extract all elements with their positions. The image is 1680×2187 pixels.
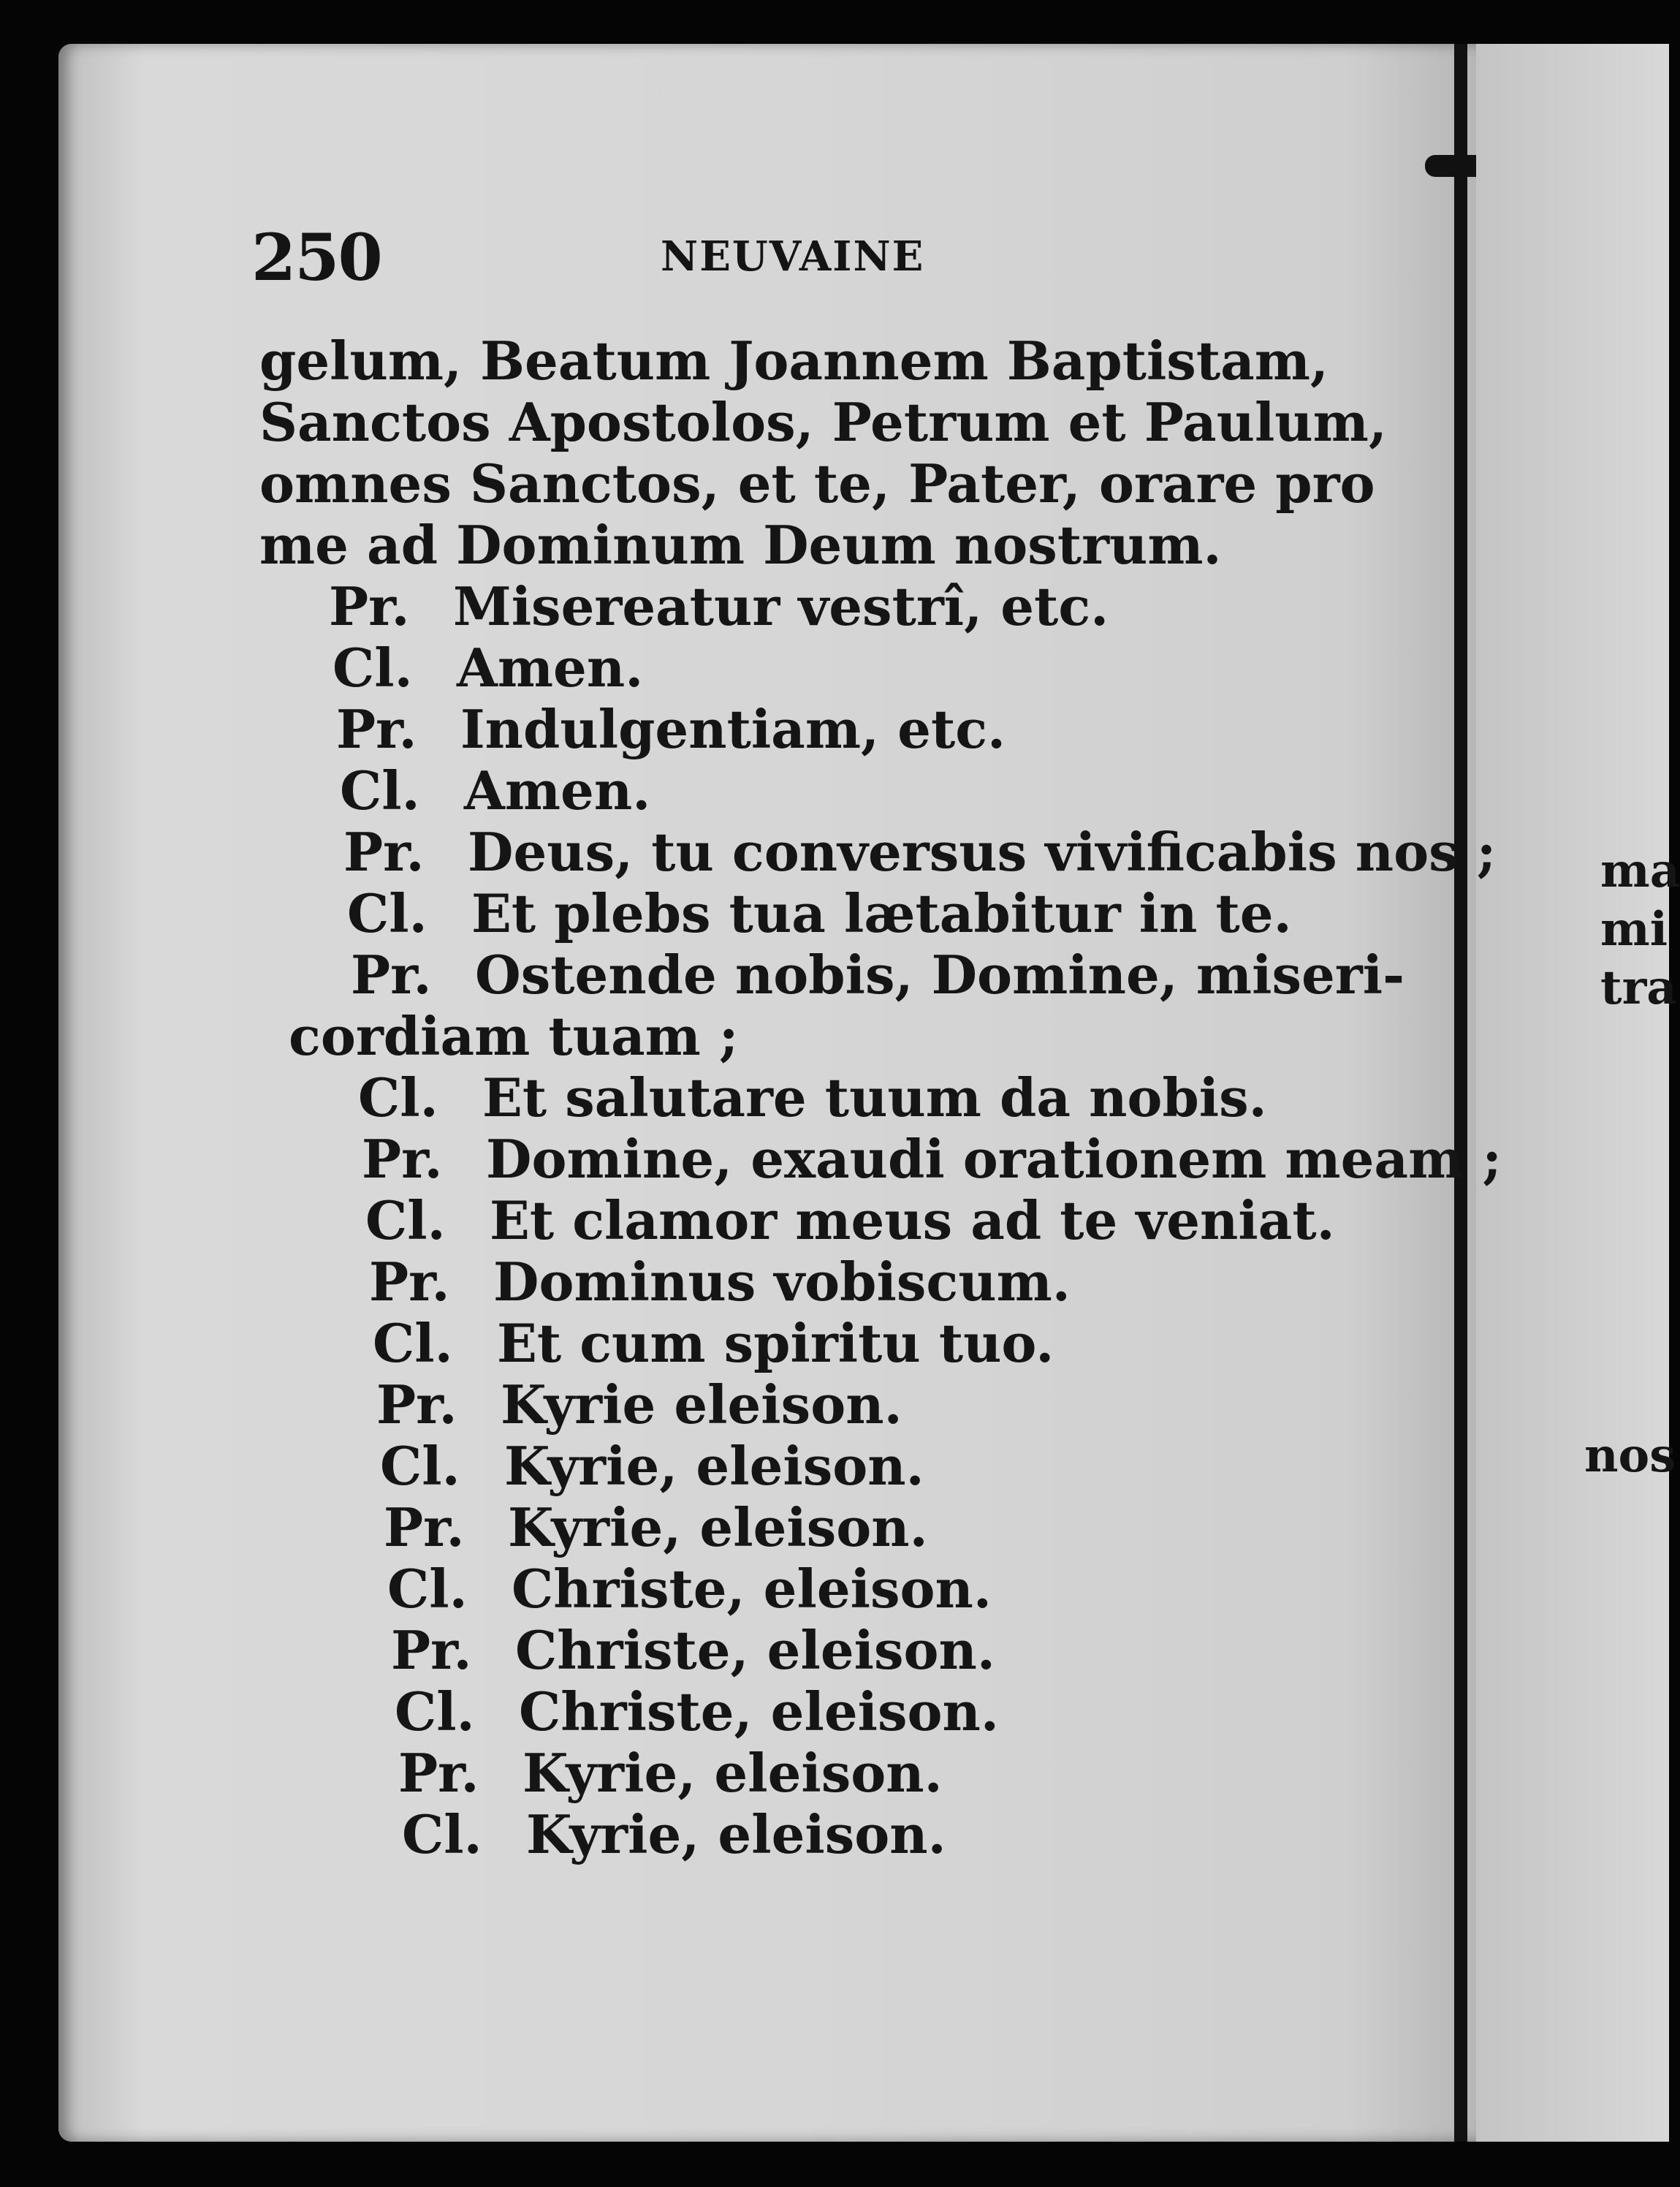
dialog-line xyxy=(259,637,1399,699)
facing-page-fragment: nos xyxy=(1584,1428,1676,1483)
speaker-label: Pr. xyxy=(336,698,417,760)
dialog-line xyxy=(259,1620,1399,1681)
dialog-text: Et salutare tuum da nobis. xyxy=(482,1066,1267,1129)
dialog-text: Amen. xyxy=(457,637,644,699)
dialog-line xyxy=(259,944,1405,1006)
facing-page xyxy=(1476,44,1680,2142)
dialog-text: Domine, exaudi orationem meam ; xyxy=(486,1128,1502,1190)
dialog-text: Christe, eleison. xyxy=(515,1619,995,1681)
speaker-label: Cl. xyxy=(380,1435,460,1497)
speaker-label: Cl. xyxy=(395,1680,475,1743)
speaker-label: Cl. xyxy=(332,637,413,699)
dialog-line xyxy=(259,1128,1502,1190)
speaker-label: Pr. xyxy=(376,1373,457,1436)
dialog-text: Kyrie eleison. xyxy=(501,1373,902,1436)
facing-page-fragment: mi xyxy=(1600,902,1668,957)
speaker-label: Cl. xyxy=(402,1803,482,1865)
speaker-label: Cl. xyxy=(358,1066,438,1129)
dialog-line xyxy=(259,1804,1399,1865)
facing-page-fragment: tra xyxy=(1600,960,1677,1015)
dialog-text: Indulgentiam, etc. xyxy=(460,698,1006,760)
dialog-text: Misereatur vestrî, etc. xyxy=(453,575,1109,637)
page-text xyxy=(259,330,1502,1865)
dialog-text: Deus, tu conversus vivificabis nos ; xyxy=(468,821,1497,883)
dialog-line xyxy=(259,1374,1399,1436)
speaker-label: Pr. xyxy=(351,944,432,1006)
book-gutter xyxy=(1454,44,1467,2142)
dialog-line xyxy=(259,1436,1399,1497)
dialog-line xyxy=(259,1558,1399,1620)
speaker-label: Pr. xyxy=(362,1128,443,1190)
dialog-text: Christe, eleison. xyxy=(519,1680,999,1743)
paragraph-line: me ad Dominum Deum nostrum. xyxy=(259,514,1222,576)
dialog-line xyxy=(259,883,1399,944)
speaker-label: Cl. xyxy=(340,759,420,822)
dialog-text: Et clamor meus ad te veniat. xyxy=(490,1189,1335,1251)
speaker-label: Pr. xyxy=(391,1619,472,1681)
page-header xyxy=(251,219,1348,300)
dialog-line xyxy=(259,1313,1399,1374)
dialog-line xyxy=(259,821,1497,883)
dialog-line xyxy=(259,1743,1399,1804)
speaker-label: Cl. xyxy=(347,882,427,944)
continuation-line: cordiam tuam ; xyxy=(289,1005,739,1067)
dialog-line xyxy=(259,699,1399,760)
running-title: NEUVAINE xyxy=(661,232,925,281)
facing-page-fragment: ma xyxy=(1600,844,1680,898)
speaker-label: Pr. xyxy=(369,1251,450,1313)
dialog-text: Ostende nobis, Domine, miseri- xyxy=(475,944,1405,1006)
dialog-text: Kyrie, eleison. xyxy=(508,1496,928,1558)
dialog-line xyxy=(259,1681,1399,1743)
speaker-label: Cl. xyxy=(365,1189,446,1251)
dialog-text: Kyrie, eleison. xyxy=(526,1803,946,1865)
dialog-line xyxy=(259,1190,1399,1251)
dialog-line xyxy=(259,1067,1399,1129)
dialog-text: Christe, eleison. xyxy=(512,1558,992,1620)
speaker-label: Cl. xyxy=(387,1558,468,1620)
speaker-label: Cl. xyxy=(373,1312,453,1374)
paragraph-line: omnes Sanctos, et te, Pater, orare pro xyxy=(259,452,1375,515)
dialog-line xyxy=(259,760,1399,822)
speaker-label: Pr. xyxy=(343,821,425,883)
dialog-text: Amen. xyxy=(464,759,651,822)
dialog-line xyxy=(259,1251,1399,1313)
page-number: 250 xyxy=(251,219,381,295)
paragraph-line: gelum, Beatum Joannem Baptistam, xyxy=(259,330,1329,392)
dialog-text: Kyrie, eleison. xyxy=(522,1742,943,1804)
dialog-text: Dominus vobiscum. xyxy=(493,1251,1071,1313)
speaker-label: Pr. xyxy=(329,575,410,637)
paragraph-line: Sanctos Apostolos, Petrum et Paulum, xyxy=(259,391,1387,453)
dialog-text: Et cum spiritu tuo. xyxy=(497,1312,1054,1374)
speaker-label: Pr. xyxy=(384,1496,465,1558)
dialog-text: Et plebs tua lætabitur in te. xyxy=(471,882,1292,944)
dialog-text: Kyrie, eleison. xyxy=(504,1435,924,1497)
dialog-line xyxy=(259,1497,1399,1558)
dialog-line xyxy=(259,576,1399,637)
speaker-label: Pr. xyxy=(398,1742,479,1804)
